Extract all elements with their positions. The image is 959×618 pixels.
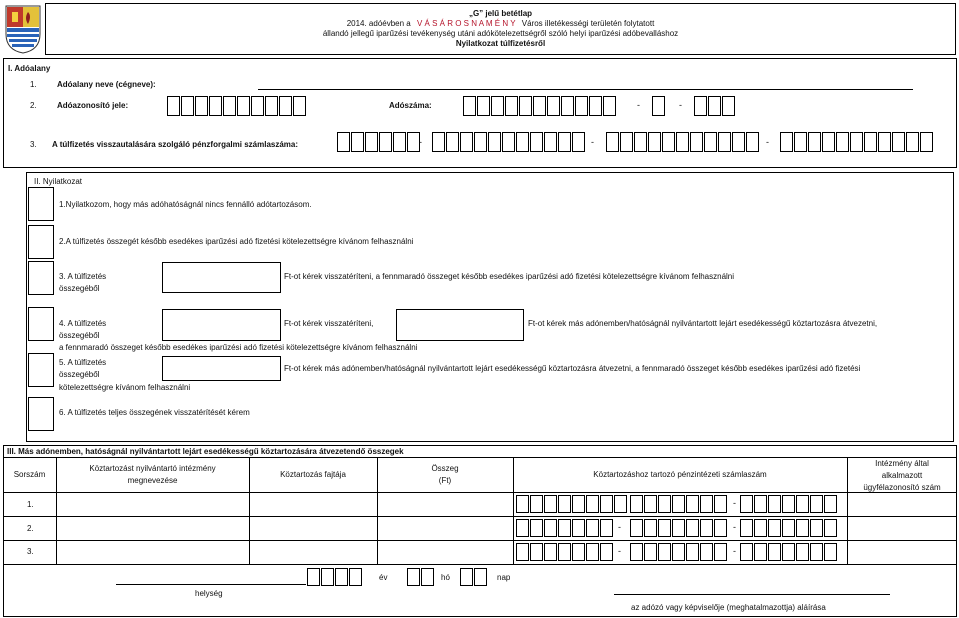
digit-cell — [530, 495, 543, 513]
dash: - — [766, 137, 769, 147]
declaration-6-checkbox[interactable] — [28, 397, 54, 431]
table-row-number: 1. — [27, 500, 34, 509]
digit-cell — [630, 495, 643, 513]
dash: - — [618, 546, 621, 556]
declaration-4-checkbox[interactable] — [28, 307, 54, 341]
digit-cell — [446, 132, 459, 152]
digit-cell — [558, 519, 571, 537]
digit-cell — [740, 495, 753, 513]
digit-cell — [808, 132, 821, 152]
digit-cell — [690, 132, 703, 152]
digit-cell — [796, 519, 809, 537]
digit-cell — [544, 543, 557, 561]
declaration-4-text-b: összegéből — [59, 331, 100, 340]
digit-cell — [754, 519, 767, 537]
digit-cell — [544, 132, 557, 152]
digit-cell — [251, 96, 264, 116]
digit-cell — [505, 96, 518, 116]
divider — [3, 492, 957, 493]
digit-cell — [558, 495, 571, 513]
digit-cell — [708, 96, 721, 116]
digit-cell — [658, 495, 671, 513]
table-row-1-account-part3[interactable] — [740, 495, 838, 513]
digit-cell — [648, 132, 661, 152]
subtitle-suffix: Város illetékességi területén folytatott — [521, 19, 655, 28]
digit-cell — [586, 519, 599, 537]
digit-cell — [644, 543, 657, 561]
col-header-amount-2: (Ft) — [438, 476, 452, 485]
digit-cell — [365, 132, 378, 152]
table-row-3-account-part1[interactable] — [516, 543, 614, 561]
digit-cell — [488, 132, 501, 152]
section-nyilatkozat — [26, 172, 954, 442]
digit-cell — [700, 519, 713, 537]
table-row-2-account-part2[interactable] — [630, 519, 728, 537]
digit-cell — [658, 543, 671, 561]
digit-cell — [620, 132, 633, 152]
month-label: hó — [441, 573, 450, 582]
subtitle-prefix: 2014. adóévben a — [346, 19, 411, 28]
digit-cell — [544, 495, 557, 513]
digit-cell — [644, 519, 657, 537]
digit-cell — [722, 96, 735, 116]
table-row-1-account-part2[interactable] — [630, 495, 728, 513]
digit-cell — [686, 495, 699, 513]
declaration-5-text-b: összegéből — [59, 370, 100, 379]
digit-cell — [558, 543, 571, 561]
digit-cell — [558, 132, 571, 152]
col-header-institution-2: megnevezése — [127, 476, 178, 485]
declaration-5-text-a: 5. A túlfizetés — [59, 358, 107, 367]
section-transfers-title: III. Más adónemben, hatóságnál nyilvántartott lejárt esedékességű köztartozására átvezetendő összegek — [7, 447, 404, 456]
digit-cell — [603, 96, 616, 116]
form-subtitle-year — [45, 19, 956, 29]
month-field[interactable] — [407, 568, 435, 586]
digit-cell — [167, 96, 180, 116]
digit-cell — [519, 96, 532, 116]
declaration-2-checkbox[interactable] — [28, 225, 54, 259]
dash: - — [591, 137, 594, 147]
digit-cell — [782, 519, 795, 537]
digit-cell — [768, 543, 781, 561]
declaration-6-text: 6. A túlfizetés teljes összegének visszatérítését kérem — [59, 408, 250, 417]
digit-cell — [530, 543, 543, 561]
digit-cell — [561, 96, 574, 116]
digit-cell — [293, 96, 306, 116]
digit-cell — [421, 568, 434, 586]
digit-cell — [732, 132, 745, 152]
digit-cell — [463, 96, 476, 116]
digit-cell — [920, 132, 933, 152]
digit-cell — [700, 495, 713, 513]
digit-cell — [351, 132, 364, 152]
col-header-bank-account: Köztartozáshoz tartozó pénzintézeti számlaszám — [593, 470, 767, 479]
dash: - — [733, 522, 736, 532]
digit-cell — [460, 132, 473, 152]
digit-cell — [547, 96, 560, 116]
col-header-institution-1: Köztartozást nyilvántartó intézmény — [89, 464, 216, 473]
table-row-1-account-part1[interactable] — [516, 495, 628, 513]
declaration-4-text-e: a fennmaradó összeget később esedékes iparűzési adó fizetési kötelezettségre kívánom felhasználni — [59, 343, 418, 352]
digit-cell — [614, 495, 627, 513]
year-field[interactable] — [307, 568, 363, 586]
digit-cell — [572, 543, 585, 561]
declaration-4-transfer-amount-field[interactable] — [396, 309, 524, 341]
digit-cell — [686, 519, 699, 537]
digit-cell — [824, 543, 837, 561]
digit-cell — [223, 96, 236, 116]
declaration-1-text: 1.Nyilatkozom, hogy más adóhatóságnál nincs fennálló adótartozásom. — [59, 200, 312, 209]
digit-cell — [491, 96, 504, 116]
digit-cell — [810, 519, 823, 537]
digit-cell — [335, 568, 348, 586]
digit-cell — [279, 96, 292, 116]
digit-cell — [652, 96, 665, 116]
digit-cell — [672, 495, 685, 513]
col-header-client-id-2: alkalmazott — [881, 471, 923, 480]
digit-cell — [516, 543, 529, 561]
digit-cell — [892, 132, 905, 152]
table-row-3-account-part2[interactable] — [630, 543, 728, 561]
digit-cell — [533, 96, 546, 116]
digit-cell — [432, 132, 445, 152]
bank-account-part2[interactable] — [432, 132, 586, 152]
dash: - — [679, 100, 682, 110]
digit-cell — [906, 132, 919, 152]
digit-cell — [662, 132, 675, 152]
digit-cell — [630, 543, 643, 561]
digit-cell — [658, 519, 671, 537]
digit-cell — [714, 543, 727, 561]
divider — [3, 457, 957, 458]
digit-cell — [407, 568, 420, 586]
digit-cell — [572, 495, 585, 513]
declaration-4-text-a: 4. A túlfizetés — [59, 319, 107, 328]
divider — [3, 516, 957, 517]
digit-cell — [634, 132, 647, 152]
dash: - — [637, 100, 640, 110]
digit-cell — [586, 543, 599, 561]
digit-cell — [836, 132, 849, 152]
digit-cell — [686, 543, 699, 561]
digit-cell — [672, 543, 685, 561]
place-field[interactable] — [116, 584, 306, 585]
digit-cell — [237, 96, 250, 116]
digit-cell — [516, 132, 529, 152]
declaration-3-checkbox[interactable] — [28, 261, 54, 295]
dash: - — [419, 137, 422, 147]
digit-cell — [714, 519, 727, 537]
declaration-3-text-a: 3. A túlfizetés — [59, 272, 107, 281]
declaration-3-text-b: összegéből — [59, 284, 100, 293]
day-field[interactable] — [460, 568, 488, 586]
form-subtitle-topic: Nyilatkozat túlfizetésről — [455, 39, 546, 48]
col-header-client-id-1: Intézmény által — [875, 459, 929, 468]
tax-number-field[interactable] — [463, 96, 617, 116]
digit-cell — [672, 519, 685, 537]
declaration-1-checkbox[interactable] — [28, 187, 54, 221]
digit-cell — [477, 96, 490, 116]
col-header-sorszam: Sorszám — [13, 470, 46, 479]
dash: - — [618, 522, 621, 532]
divider — [3, 564, 957, 565]
digit-cell — [307, 568, 320, 586]
digit-cell — [740, 543, 753, 561]
digit-cell — [754, 543, 767, 561]
digit-cell — [349, 568, 362, 586]
digit-cell — [782, 495, 795, 513]
place-label: helység — [195, 589, 223, 598]
bank-account-part3[interactable] — [606, 132, 760, 152]
digit-cell — [393, 132, 406, 152]
digit-cell — [181, 96, 194, 116]
tax-number-field-part2[interactable] — [652, 96, 666, 116]
digit-cell — [600, 519, 613, 537]
digit-cell — [502, 132, 515, 152]
city-coat-of-arms — [4, 4, 42, 54]
declaration-5-checkbox[interactable] — [28, 353, 54, 387]
digit-cell — [644, 495, 657, 513]
digit-cell — [754, 495, 767, 513]
digit-cell — [714, 495, 727, 513]
digit-cell — [782, 543, 795, 561]
digit-cell — [718, 132, 731, 152]
digit-cell — [704, 132, 717, 152]
bank-account-part1[interactable] — [337, 132, 421, 152]
col-header-amount-1: Összeg — [431, 464, 459, 473]
signature-label: az adózó vagy képviselője (meghatalmazottja) aláírása — [631, 603, 826, 612]
digit-cell — [474, 132, 487, 152]
digit-cell — [796, 543, 809, 561]
declaration-5-text-d: kötelezettségre kívánom felhasználni — [59, 383, 191, 392]
digit-cell — [530, 519, 543, 537]
bank-account-label: A túlfizetés visszautalására szolgáló pénzforgalmi számlaszáma: — [52, 140, 299, 149]
digit-cell — [794, 132, 807, 152]
digit-cell — [606, 132, 619, 152]
digit-cell — [676, 132, 689, 152]
form-subtitle-scope: állandó jellegű iparűzési tevékenység utáni adókötelezettségről szóló helyi iparűzési adóbevalláshoz — [322, 29, 679, 38]
section-adoalany-title: I. Adóalany — [8, 64, 51, 73]
digit-cell — [630, 519, 643, 537]
digit-cell — [796, 495, 809, 513]
form-title: „G” jelű betétlap — [468, 9, 533, 18]
digit-cell — [824, 519, 837, 537]
digit-cell — [460, 568, 473, 586]
digit-cell — [265, 96, 278, 116]
tax-id-label: Adóazonosító jele: — [57, 101, 129, 110]
digit-cell — [768, 495, 781, 513]
digit-cell — [700, 543, 713, 561]
tax-id-field[interactable] — [167, 96, 307, 116]
digit-cell — [780, 132, 793, 152]
digit-cell — [516, 495, 529, 513]
col-header-client-id-3: ügyfélazonosító szám — [863, 483, 941, 492]
table-row-number: 3. — [27, 547, 34, 556]
declaration-4-refund-amount-field[interactable] — [162, 309, 281, 341]
signature-line[interactable] — [614, 594, 890, 595]
tax-number-label: Adószáma: — [389, 101, 432, 110]
digit-cell — [586, 495, 599, 513]
digit-cell — [850, 132, 863, 152]
col-header-debt-type: Köztartozás fajtája — [280, 470, 346, 479]
digit-cell — [572, 519, 585, 537]
declaration-3-amount-field[interactable] — [162, 262, 281, 293]
digit-cell — [530, 132, 543, 152]
digit-cell — [822, 132, 835, 152]
row-number: 3. — [30, 140, 37, 149]
digit-cell — [694, 96, 707, 116]
digit-cell — [209, 96, 222, 116]
divider — [3, 540, 957, 541]
digit-cell — [810, 543, 823, 561]
digit-cell — [379, 132, 392, 152]
dash: - — [733, 498, 736, 508]
digit-cell — [337, 132, 350, 152]
declaration-3-text-c: Ft-ot kérek visszatéríteni, a fennmaradó összeget később esedékes iparűzési adó fizetési kötelezettségre kívánom felhasználni — [284, 272, 735, 281]
declaration-4-text-d: Ft-ot kérek más adónemben/hatóságnál nyilvántartott lejárt esedékességű köztartozásra átvezetni, — [528, 319, 878, 328]
digit-cell — [878, 132, 891, 152]
bank-account-part4[interactable] — [780, 132, 934, 152]
digit-cell — [864, 132, 877, 152]
digit-cell — [768, 519, 781, 537]
declaration-5-text-c: Ft-ot kérek más adónemben/hatóságnál nyilvántartott lejárt esedékességű köztartozásra átvezetni, a fennmaradó összeget később esedékes iparűzési adó fizetési — [284, 364, 861, 373]
table-row-3-account-part3[interactable] — [740, 543, 838, 561]
digit-cell — [810, 495, 823, 513]
table-row-2-account-part1[interactable] — [516, 519, 614, 537]
day-label: nap — [497, 573, 511, 582]
declaration-4-text-c: Ft-ot kérek visszatéríteni, — [284, 319, 374, 328]
row-number: 1. — [30, 80, 37, 89]
digit-cell — [746, 132, 759, 152]
digit-cell — [572, 132, 585, 152]
taxpayer-name-field[interactable] — [258, 89, 913, 90]
digit-cell — [544, 519, 557, 537]
table-row-number: 2. — [27, 524, 34, 533]
digit-cell — [516, 519, 529, 537]
taxpayer-name-label: Adóalany neve (cégneve): — [57, 80, 156, 89]
table-row-2-account-part3[interactable] — [740, 519, 838, 537]
digit-cell — [321, 568, 334, 586]
city-name: V Á S Á R O S N A M É N Y — [416, 19, 516, 28]
digit-cell — [824, 495, 837, 513]
row-number: 2. — [30, 101, 37, 110]
digit-cell — [600, 543, 613, 561]
dash: - — [733, 546, 736, 556]
digit-cell — [740, 519, 753, 537]
section-nyilatkozat-title: II. Nyilatkozat — [34, 177, 83, 186]
digit-cell — [589, 96, 602, 116]
digit-cell — [474, 568, 487, 586]
digit-cell — [600, 495, 613, 513]
declaration-2-text: 2.A túlfizetés összegét később esedékes iparűzési adó fizetési kötelezettségre kívánom felhasználni — [59, 237, 414, 246]
tax-number-field-part3[interactable] — [694, 96, 736, 116]
digit-cell — [575, 96, 588, 116]
declaration-5-amount-field[interactable] — [162, 356, 281, 381]
digit-cell — [195, 96, 208, 116]
year-label: év — [379, 573, 388, 582]
